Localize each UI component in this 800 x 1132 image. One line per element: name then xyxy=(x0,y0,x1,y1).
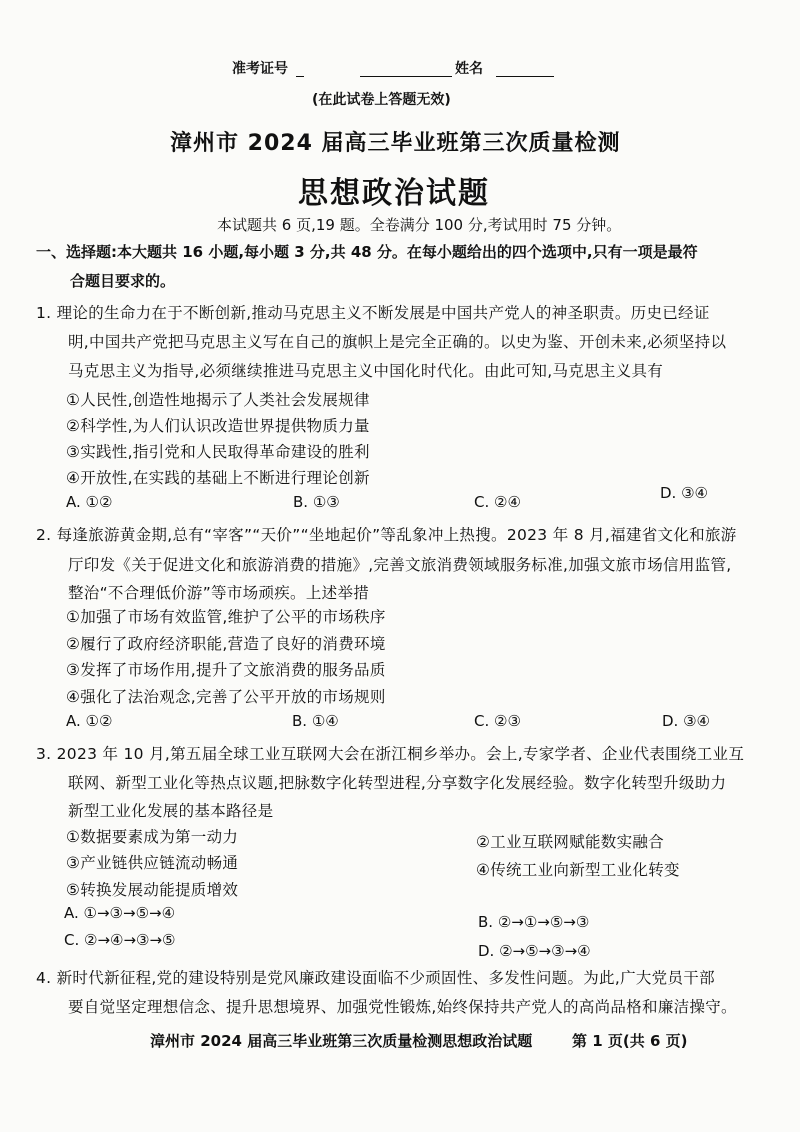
q2-item-2: ②履行了政府经济职能,营造了良好的消费环境 xyxy=(66,635,386,653)
q3-option-b: B. ②→①→⑤→③ xyxy=(478,913,590,931)
q3-line-3: 新型工业化发展的基本路径是 xyxy=(68,802,274,820)
q2-item-1: ①加强了市场有效监管,维护了公平的市场秩序 xyxy=(66,608,386,626)
q3-option-a: A. ①→③→⑤→④ xyxy=(64,904,176,922)
title-line-1: 漳州市 2024 届高三毕业班第三次质量检测 xyxy=(170,131,621,156)
q1-item-1: ①人民性,创造性地揭示了人类社会发展规律 xyxy=(66,391,370,409)
q3-line-1: 3. 2023 年 10 月,第五届全球工业互联网大会在浙江桐乡举办。会上,专家学者、企业代表围绕工业互 xyxy=(36,745,745,763)
intro-text: 本试题共 6 页,19 题。全卷满分 100 分,考试用时 75 分钟。 xyxy=(217,216,622,234)
q2-option-c: C. ②③ xyxy=(474,712,521,730)
exam-id-label: 准考证号 xyxy=(232,61,288,77)
q1-option-c: C. ②④ xyxy=(474,493,521,511)
q2-item-4: ④强化了法治观念,完善了公平开放的市场规则 xyxy=(66,688,386,706)
notice: (在此试卷上答题无效) xyxy=(312,92,451,108)
q3-item-3: ③产业链供应链流动畅通 xyxy=(66,854,239,872)
q3-item-1: ①数据要素成为第一动力 xyxy=(66,828,239,846)
q4-line-1: 4. 新时代新征程,党的建设特别是党风廉政建设面临不少顽固性、多发性问题。为此,广大党员干部 xyxy=(36,969,715,987)
q2-option-b: B. ①④ xyxy=(292,712,339,730)
q1-item-2: ②科学性,为人们认识改造世界提供物质力量 xyxy=(66,417,370,435)
q3-line-2: 联网、新型工业化等热点议题,把脉数字化转型进程,分享数字化发展经验。数字化转型升级助力 xyxy=(68,774,727,792)
q2-option-a: A. ①② xyxy=(66,712,113,730)
section-heading-line-1: 一、选择题:本大题共 16 小题,每小题 3 分,共 48 分。在每小题给出的四个选项中,只有一项是最符 xyxy=(36,243,698,261)
q4-line-2: 要自觉坚定理想信念、提升思想境界、加强党性锻炼,始终保持共产党人的高尚品格和廉洁操守。 xyxy=(68,998,737,1016)
q2-line-1: 2. 每逢旅游黄金期,总有“宰客”“天价”“坐地起价”等乱象冲上热搜。2023 年 8 月,福建省文化和旅游 xyxy=(36,526,737,544)
name-label: 姓名 xyxy=(455,61,483,77)
q2-line-2: 厅印发《关于促进文化和旅游消费的措施》,完善文旅消费领域服务标准,加强文旅市场信用监管, xyxy=(68,556,732,574)
q1-option-b: B. ①③ xyxy=(293,493,340,511)
q3-option-c: C. ②→④→③→⑤ xyxy=(64,931,176,949)
q2-line-3: 整治“不合理低价游”等市场顽疾。上述举措 xyxy=(68,584,370,602)
exam-id-blank-short xyxy=(296,62,304,77)
q2-option-d: D. ③④ xyxy=(662,712,710,730)
footer-text: 漳州市 2024 届高三毕业班第三次质量检测思想政治试题 xyxy=(150,1032,533,1050)
q1-line-2: 明,中国共产党把马克思主义写在自己的旗帜上是完全正确的。以史为鉴、开创未来,必须坚持以 xyxy=(68,333,727,351)
q3-option-d: D. ②→⑤→③→④ xyxy=(478,942,591,960)
q1-line-3: 马克思主义为指导,必须继续推进马克思主义中国化时代化。由此可知,马克思主义具有 xyxy=(68,362,664,380)
q3-item-2: ②工业互联网赋能数实融合 xyxy=(476,833,664,851)
name-blank xyxy=(496,62,554,77)
q1-option-d: D. ③④ xyxy=(660,484,708,502)
q1-item-4: ④开放性,在实践的基础上不断进行理论创新 xyxy=(66,469,370,487)
q1-line-1: 1. 理论的生命力在于不断创新,推动马克思主义不断发展是中国共产党人的神圣职责。历史已经证 xyxy=(36,304,710,322)
page-title: 思想政治试题 xyxy=(298,176,490,211)
q1-option-a: A. ①② xyxy=(66,493,113,511)
q2-item-3: ③发挥了市场作用,提升了文旅消费的服务品质 xyxy=(66,661,386,679)
exam-id-blank xyxy=(360,62,452,77)
q3-item-4: ④传统工业向新型工业化转变 xyxy=(476,861,680,879)
q1-item-3: ③实践性,指引党和人民取得革命建设的胜利 xyxy=(66,443,370,461)
section-heading-line-2: 合题目要求的。 xyxy=(70,272,176,290)
q3-item-5: ⑤转换发展动能提质增效 xyxy=(66,881,239,899)
page-number: 第 1 页(共 6 页) xyxy=(572,1032,688,1050)
